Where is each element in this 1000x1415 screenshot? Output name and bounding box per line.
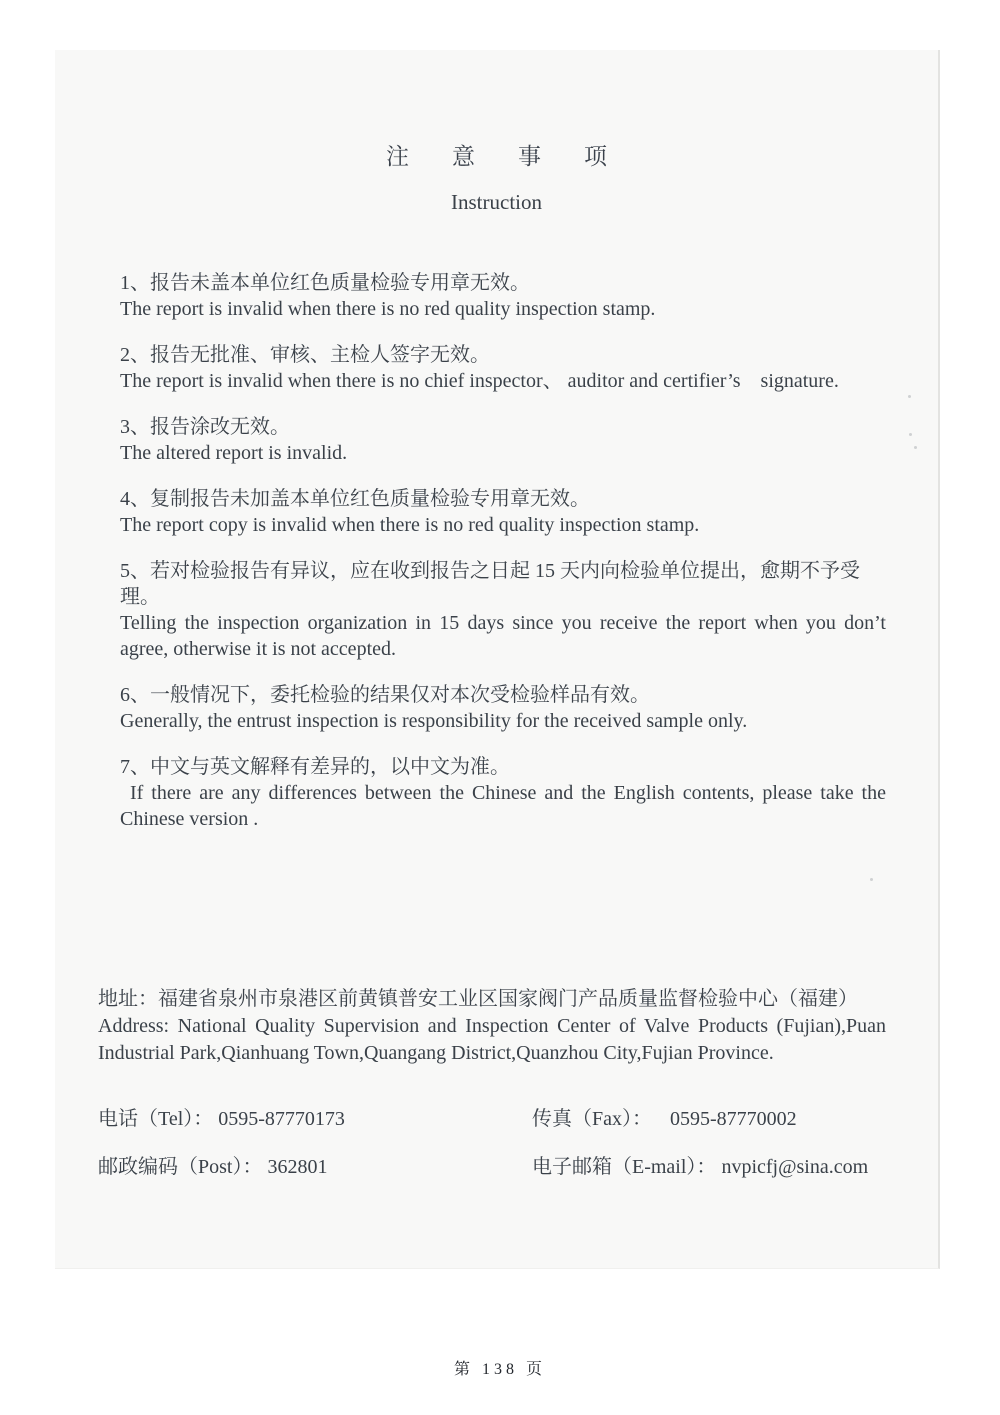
- telephone-label: 电话（Tel）：: [98, 1108, 214, 1130]
- instruction-item-5: [120, 558, 886, 662]
- instruction-item-7: [120, 754, 886, 832]
- item-6-chinese: 6、一般情况下，委托检验的结果仅对本次受检验样品有效。: [120, 684, 650, 706]
- telephone-field: [98, 1106, 532, 1133]
- item-6-english: Generally, the entrust inspection is responsibility for the received sample only.: [120, 710, 748, 732]
- item-5-chinese: 5、若对检验报告有异议，应在收到报告之日起 15 天内向检验单位提出，愈期不予受理。: [120, 560, 860, 608]
- address-block: [98, 986, 886, 1067]
- item-5-english: Telling the inspection organization in 15 days since you receive the report when you don’t agree, otherwise it is not accepted.: [120, 612, 886, 660]
- instruction-item-3: [120, 414, 886, 466]
- item-4-chinese: 4、复制报告未加盖本单位红色质量检验专用章无效。: [120, 488, 590, 510]
- item-2-english: The report is invalid when there is no chief inspector、 auditor and certifier’s signature.: [120, 370, 839, 392]
- item-7-chinese: 7、中文与英文解释有差异的，以中文为准。: [120, 756, 510, 778]
- email-field: [532, 1154, 868, 1181]
- item-3-english: The altered report is invalid.: [120, 442, 348, 464]
- telephone-value: 0595-87770173: [218, 1108, 345, 1130]
- scanned-sheet: [55, 50, 940, 1269]
- item-1-english: The report is invalid when there is no red quality inspection stamp.: [120, 298, 656, 320]
- contact-row-1: [98, 1106, 886, 1133]
- item-1-chinese: 1、报告未盖本单位红色质量检验专用章无效。: [120, 272, 530, 294]
- postcode-label: 邮政编码（Post）：: [98, 1156, 263, 1178]
- instruction-list: [120, 270, 886, 852]
- contact-row-2: [98, 1154, 886, 1181]
- fax-field: [532, 1106, 797, 1133]
- scan-speck: [908, 395, 911, 398]
- instruction-item-1: [120, 270, 886, 322]
- page-title-chinese: 注意事项: [386, 144, 650, 169]
- page-title-english: Instruction: [451, 190, 542, 214]
- item-7-english: If there are any differences between the Chinese and the English contents, please take the Chinese version .: [120, 782, 886, 830]
- postcode-field: [98, 1154, 532, 1181]
- page-number: 第 138 页: [453, 1361, 546, 1378]
- item-3-chinese: 3、报告涂改无效。: [120, 416, 290, 438]
- fax-label: 传真（Fax）：: [532, 1108, 652, 1130]
- postcode-value: 362801: [267, 1156, 328, 1178]
- address-chinese: 地址：福建省泉州市泉港区前黄镇普安工业区国家阀门产品质量监督检验中心（福建）: [98, 988, 858, 1010]
- fax-value: 0595-87770002: [670, 1108, 797, 1130]
- instruction-item-4: [120, 486, 886, 538]
- scan-speck: [870, 878, 873, 881]
- item-2-chinese: 2、报告无批准、审核、主检人签字无效。: [120, 344, 490, 366]
- item-4-english: The report copy is invalid when there is no red quality inspection stamp.: [120, 514, 700, 536]
- scan-speck: [909, 433, 912, 436]
- email-value: nvpicfj@sina.com: [721, 1156, 869, 1178]
- instruction-item-6: [120, 682, 886, 734]
- address-english: Address: National Quality Supervision and Inspection Center of Valve Products (Fujian),Puan Industrial Park,Qianhuang Town,Quangang District,Quanzhou City,Fujian Province.: [98, 1015, 886, 1064]
- scan-speck: [914, 446, 917, 449]
- instruction-item-2: [120, 342, 886, 394]
- email-label: 电子邮箱（E-mail）：: [532, 1156, 717, 1178]
- contact-block: [98, 1106, 886, 1202]
